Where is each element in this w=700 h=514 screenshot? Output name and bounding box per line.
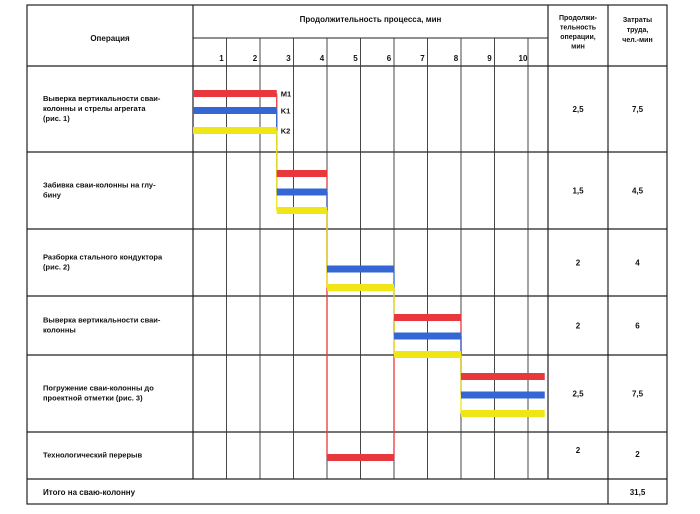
row-label-line: (рис. 2) <box>43 262 70 272</box>
x-tick-label: 2 <box>252 54 258 63</box>
legend-label-k2: K2 <box>280 126 291 136</box>
row-label-line: Технологический перерыв <box>43 450 143 460</box>
header-timeline: Продолжительность процесса, мин <box>299 15 442 24</box>
x-tick-label: 4 <box>319 54 325 63</box>
legend-label-k1: K1 <box>280 106 291 116</box>
bar-k2 <box>394 351 461 358</box>
bar-k2 <box>277 207 327 214</box>
x-tick-label: 9 <box>487 54 492 63</box>
row-labor-value: 7,5 <box>631 389 644 399</box>
x-tick-label: 3 <box>286 54 291 63</box>
total-labor-value: 31,5 <box>629 488 646 497</box>
row-label-line: Забивка сваи-колонны на глу- <box>43 180 156 190</box>
row-duration-value: 2 <box>575 446 581 455</box>
x-tick-label: 1 <box>219 54 224 63</box>
x-tick-label: 6 <box>386 54 392 63</box>
row-duration-value: 2,5 <box>572 105 584 114</box>
row-duration-value: 2 <box>575 258 581 268</box>
x-tick-label: 5 <box>353 54 358 63</box>
bar-k2 <box>461 410 545 417</box>
legend-label-m1: M1 <box>280 89 292 99</box>
header-duration-line: мин <box>571 43 585 51</box>
row-duration-value: 2 <box>575 321 581 331</box>
bar-m1 <box>327 454 394 461</box>
header-duration-line: операции, <box>560 34 596 41</box>
header-labor-line: труда, <box>626 27 649 34</box>
bar-k2 <box>327 284 394 291</box>
bar-k1 <box>277 189 327 196</box>
bar-k1 <box>193 107 277 114</box>
header-duration-line: тельность <box>559 24 597 32</box>
row-label-line: Выверка вертикальности сваи- <box>43 94 161 103</box>
total-label: Итого на сваю-колонну <box>43 488 136 497</box>
bar-m1 <box>193 90 277 97</box>
header-labor-line: Затраты <box>622 17 653 24</box>
header-operation: Операция <box>90 34 130 43</box>
x-tick-label: 7 <box>420 54 425 63</box>
bar-k1 <box>461 392 545 399</box>
row-label-line: (рис. 1) <box>43 114 70 123</box>
bar-m1 <box>277 170 327 177</box>
bar-k1 <box>327 266 394 273</box>
bar-m1 <box>461 373 545 380</box>
x-tick-label: 10 <box>518 54 528 63</box>
row-labor-value: 4,5 <box>631 186 644 196</box>
row-label-line: колонны и стрелы агрегата <box>43 104 146 113</box>
row-label-line: Разборка стального кондуктора <box>43 252 163 262</box>
bar-m1 <box>394 314 461 321</box>
row-label-line: Погружение сваи-колонны до <box>43 383 154 393</box>
header-duration-line: Продолжи- <box>558 15 598 22</box>
header-labor-line: чел.-мин <box>622 37 653 44</box>
row-labor-value: 6 <box>635 321 640 331</box>
row-duration-value: 1,5 <box>572 186 584 196</box>
row-label-line: Выверка вертикальности сваи- <box>43 315 161 325</box>
row-label-line: колонны <box>43 325 76 335</box>
row-labor-value: 2 <box>635 450 640 459</box>
row-label-line: проектной отметки (рис. 3) <box>43 393 143 403</box>
row-labor-value: 7,5 <box>631 105 644 114</box>
x-tick-label: 8 <box>453 54 459 63</box>
bar-k2 <box>193 127 277 134</box>
row-duration-value: 2,5 <box>572 389 584 399</box>
bar-k1 <box>394 333 461 340</box>
row-labor-value: 4 <box>635 258 640 268</box>
row-label-line: бину <box>43 190 61 200</box>
